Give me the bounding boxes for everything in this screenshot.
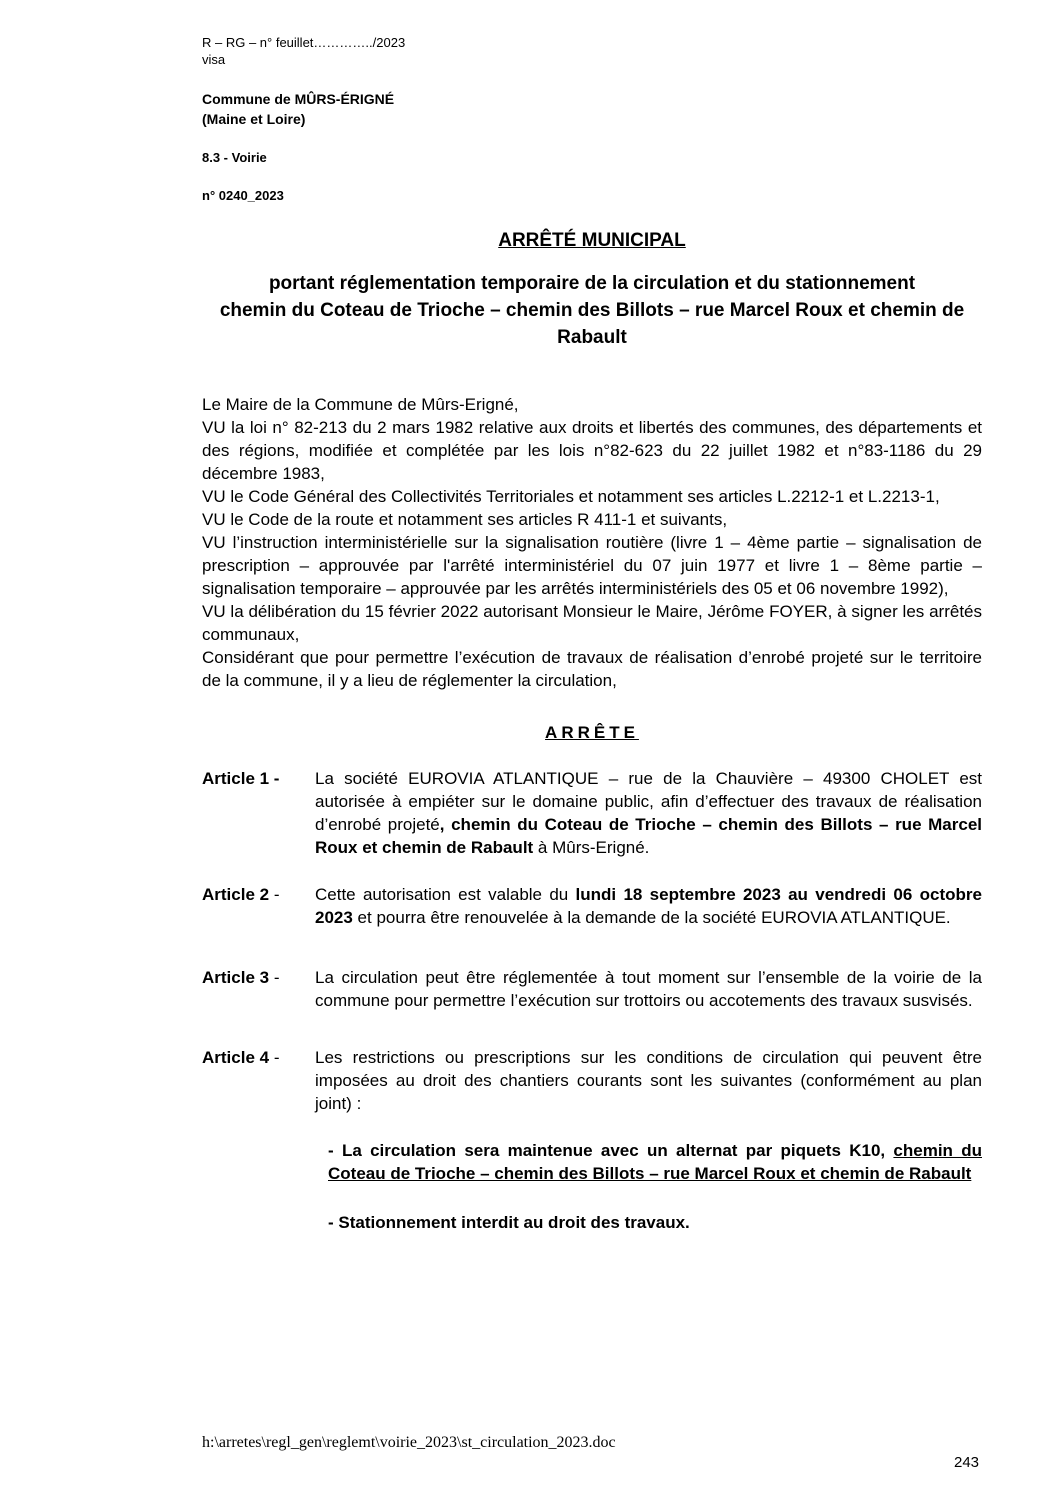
- preamble-vu-loi: VU la loi n° 82-213 du 2 mars 1982 relative aux droits et libertés des communes, des départements et des régions, modifiée et complétée par les lois n°82-623 du 22 juillet 1982 et n°83-1186 du 29 décembre 1983,: [202, 418, 982, 483]
- reference-line: R – RG – n° feuillet…………../2023: [202, 35, 406, 50]
- page-title: ARRÊTÉ MUNICIPAL: [498, 230, 686, 251]
- article-2-label: Article 2 -: [202, 885, 280, 904]
- subtitle-line-1: portant réglementation temporaire de la circulation et du stationnement: [268, 273, 916, 294]
- preamble-vu-deliberation: VU la délibération du 15 février 2022 autorisant Monsieur le Maire, Jérôme FOYER, à signer les arrêtés communaux,: [202, 602, 982, 644]
- article-2-text: Cette autorisation est valable du lundi 18 septembre 2023 au vendredi 06 octobre 2023 et pourra être renouvelée à la demande de la société EUROVIA ATLANTIQUE.: [315, 885, 982, 927]
- arrete-number: n° 0240_2023: [202, 188, 284, 203]
- page-number: 243: [954, 1454, 980, 1471]
- preamble-vu-code-route: VU le Code de la route et notamment ses articles R 411-1 et suivants,: [202, 510, 728, 529]
- article-4-bullet-stationnement: - Stationnement interdit au droit des travaux.: [328, 1213, 690, 1232]
- visa-label: visa: [202, 52, 226, 67]
- preamble-vu-cgct: VU le Code Général des Collectivités Territoriales et notamment ses articles L.2212-1 et L.2213-1,: [202, 487, 940, 506]
- footer-file-path: h:\arretes\regl_gen\reglemt\voirie_2023\st_circulation_2023.doc: [202, 1434, 616, 1451]
- preamble: [202, 393, 982, 692]
- article-1-text: La société EUROVIA ATLANTIQUE – rue de la Chauvière – 49300 CHOLET est autorisée à empiéter sur le domaine public, afin d’effectuer des travaux de réalisation d’enrobé projeté, chemin du Coteau de Trioche – chemin des Billots – rue Marcel Roux et chemin de Rabault à Mûrs-Erigné.: [315, 769, 982, 857]
- commune-name: Commune de MÛRS-ÉRIGNÉ: [202, 91, 395, 107]
- article-3-text: La circulation peut être réglementée à tout moment sur l’ensemble de la voirie de la commune pour permettre l’exécution sur trottoirs ou accotements des travaux susvisés.: [315, 968, 982, 1010]
- article-4-label: Article 4 -: [202, 1048, 280, 1067]
- preamble-maire: Le Maire de la Commune de Mûrs-Erigné,: [202, 395, 519, 414]
- article-4-text: Les restrictions ou prescriptions sur les conditions de circulation qui peuvent être imposées au droit des chantiers courants sont les suivantes (conformément au plan joint) :: [315, 1048, 982, 1113]
- subtitle-line-3: Rabault: [557, 327, 627, 348]
- preamble-vu-instruction: VU l’instruction interministérielle sur la signalisation routière (livre 1 – 4ème partie – signalisation de prescription – approuvée par l'arrêté interministériel du 07 juin 1977 et livre 1 – 8ème partie – signalisation temporaire – approuvée par les arrêtés interministériels des 05 et 06 novembre 1992),: [202, 533, 982, 598]
- article-3-label: Article 3 -: [202, 968, 280, 987]
- subtitle: [202, 270, 982, 351]
- article-4-bullet-circulation: - La circulation sera maintenue avec un alternat par piquets K10, chemin du Coteau de Trioche – chemin des Billots – rue Marcel Roux et chemin de Rabault: [328, 1141, 982, 1183]
- category-label: 8.3 - Voirie: [202, 150, 267, 165]
- article-1-label: Article 1 -: [202, 769, 280, 788]
- preamble-considerant: Considérant que pour permettre l’exécution de travaux de réalisation d’enrobé projeté sur le territoire de la commune, il y a lieu de réglementer la circulation,: [202, 648, 982, 690]
- departement-name: (Maine et Loire): [202, 111, 306, 127]
- arrete-heading: ARRÊTE: [545, 723, 639, 742]
- subtitle-line-2: chemin du Coteau de Trioche – chemin des Billots – rue Marcel Roux et chemin de: [219, 300, 965, 321]
